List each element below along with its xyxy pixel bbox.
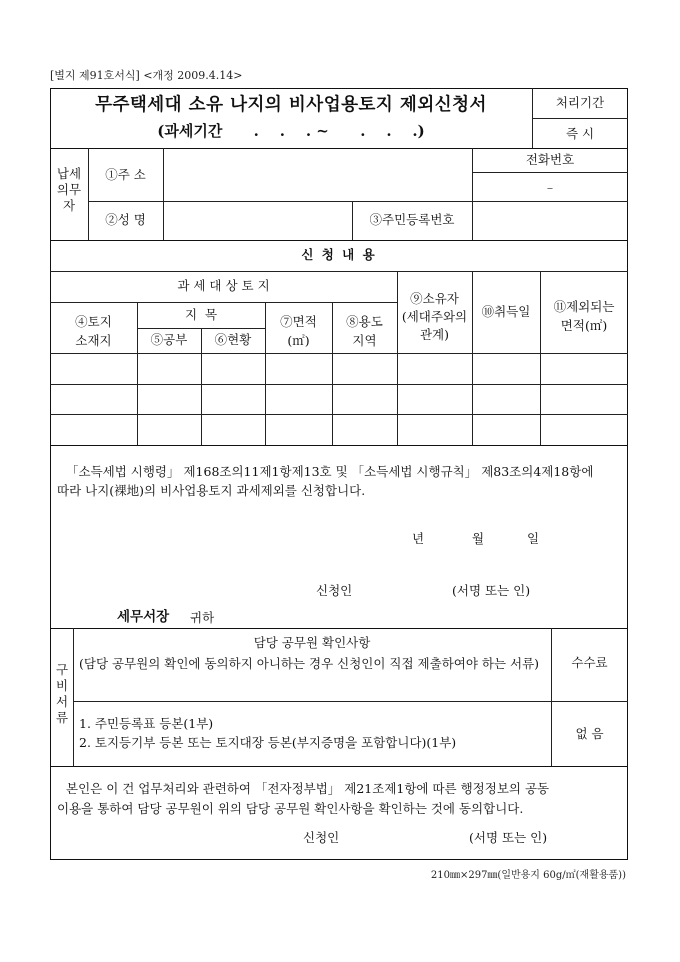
divider <box>50 628 628 629</box>
rrn-label: ③주민등록번호 <box>369 212 455 227</box>
recipient-suffix: 귀하 <box>190 610 215 625</box>
divider <box>163 148 164 240</box>
tax-period: (과세기간 . . . ~ . . .) <box>157 122 425 140</box>
col-actual: ⑥현황 <box>214 332 252 347</box>
documents-section-label <box>52 662 72 726</box>
document-item-1: 1. 주민등록표 등본(1부) <box>79 716 214 731</box>
documents-note: (담당 공무원의 확인에 동의하지 아니하는 경우 신청인이 직접 제출하여야 하는 서류) <box>79 656 540 671</box>
statement-line2: 따라 나지(裸地)의 비사업용토지 과세제외를 신청합니다. <box>57 483 366 498</box>
consent-applicant-label: 신청인 <box>303 830 340 845</box>
taxpayer-label-text: 납세의무자 <box>56 166 82 213</box>
statement-line1: 「소득세법 시행령」 제168조의11제1항제13호 및 「소득세법 시행규칙」 제83조의4제18항에 <box>66 464 594 479</box>
divider <box>50 240 628 241</box>
divider <box>50 148 628 149</box>
divider <box>137 302 138 445</box>
divider <box>50 766 628 767</box>
fee-value: 없 음 <box>575 726 604 741</box>
phone-value: – <box>546 180 554 195</box>
divider <box>472 271 473 445</box>
col-zone: ⑧용도 지역 <box>346 314 383 348</box>
form-title: 무주택세대 소유 나지의 비사업용토지 제외신청서 <box>95 95 487 115</box>
col-category: 지 목 <box>184 307 218 322</box>
processing-value: 즉 시 <box>565 126 595 141</box>
divider <box>532 118 628 119</box>
date-month: 월 <box>472 531 485 546</box>
divider <box>88 201 628 202</box>
recipient: 세무서장 <box>117 609 170 625</box>
col-acquired: ⑩취득일 <box>481 304 531 319</box>
col-excluded-area: ⑪제외되는 면적(㎡) <box>553 299 615 333</box>
divider <box>551 628 552 766</box>
date-day: 일 <box>527 531 540 546</box>
official-check-label: 담당 공무원 확인사항 <box>253 635 371 650</box>
consent-line2: 이용을 통하여 담당 공무원이 위의 담당 공무원 확인사항을 확인하는 것에 동의합니다. <box>57 801 524 816</box>
col-area: ⑦면적 (㎡) <box>280 314 317 348</box>
taxpayer-section-label <box>52 166 86 214</box>
applicant-label: 신청인 <box>316 583 353 598</box>
processing-label: 처리기간 <box>555 95 605 110</box>
paper-spec: 210㎜×297㎜(일반용지 60g/㎡(재활용품)) <box>430 870 626 881</box>
divider <box>50 445 628 446</box>
section-title: 신 청 내 용 <box>301 247 377 262</box>
divider <box>472 172 628 173</box>
col-location: ④토지 소재지 <box>75 314 112 348</box>
form-number: [별지 제91호서식] <개정 2009.4.14> <box>50 69 243 82</box>
consent-line1: 본인은 이 건 업무처리와 관련하여 「전자정부법」 제21조제1항에 따른 행정정보의 공동 <box>66 781 550 796</box>
address-label: ①주 소 <box>105 167 146 182</box>
documents-label-text: 구비서류 <box>55 662 69 725</box>
col-official: ⑤공부 <box>150 332 188 347</box>
taxable-land-label: 과 세 대 상 토 지 <box>177 278 270 293</box>
divider <box>73 701 628 702</box>
divider <box>50 302 397 303</box>
date-year: 년 <box>412 531 425 546</box>
col-owner: ⑨소유자 (세대주와의 관계) <box>401 291 468 342</box>
divider <box>50 271 628 272</box>
name-label: ②성 명 <box>105 212 146 227</box>
phone-label: 전화번호 <box>525 152 575 167</box>
fee-label: 수수료 <box>571 655 608 670</box>
signature-label: (서명 또는 인) <box>452 583 531 598</box>
consent-signature-label: (서명 또는 인) <box>469 830 548 845</box>
document-item-2: 2. 토지등기부 등본 또는 토지대장 등본(부지증명을 포함합니다)(1부) <box>79 735 457 750</box>
